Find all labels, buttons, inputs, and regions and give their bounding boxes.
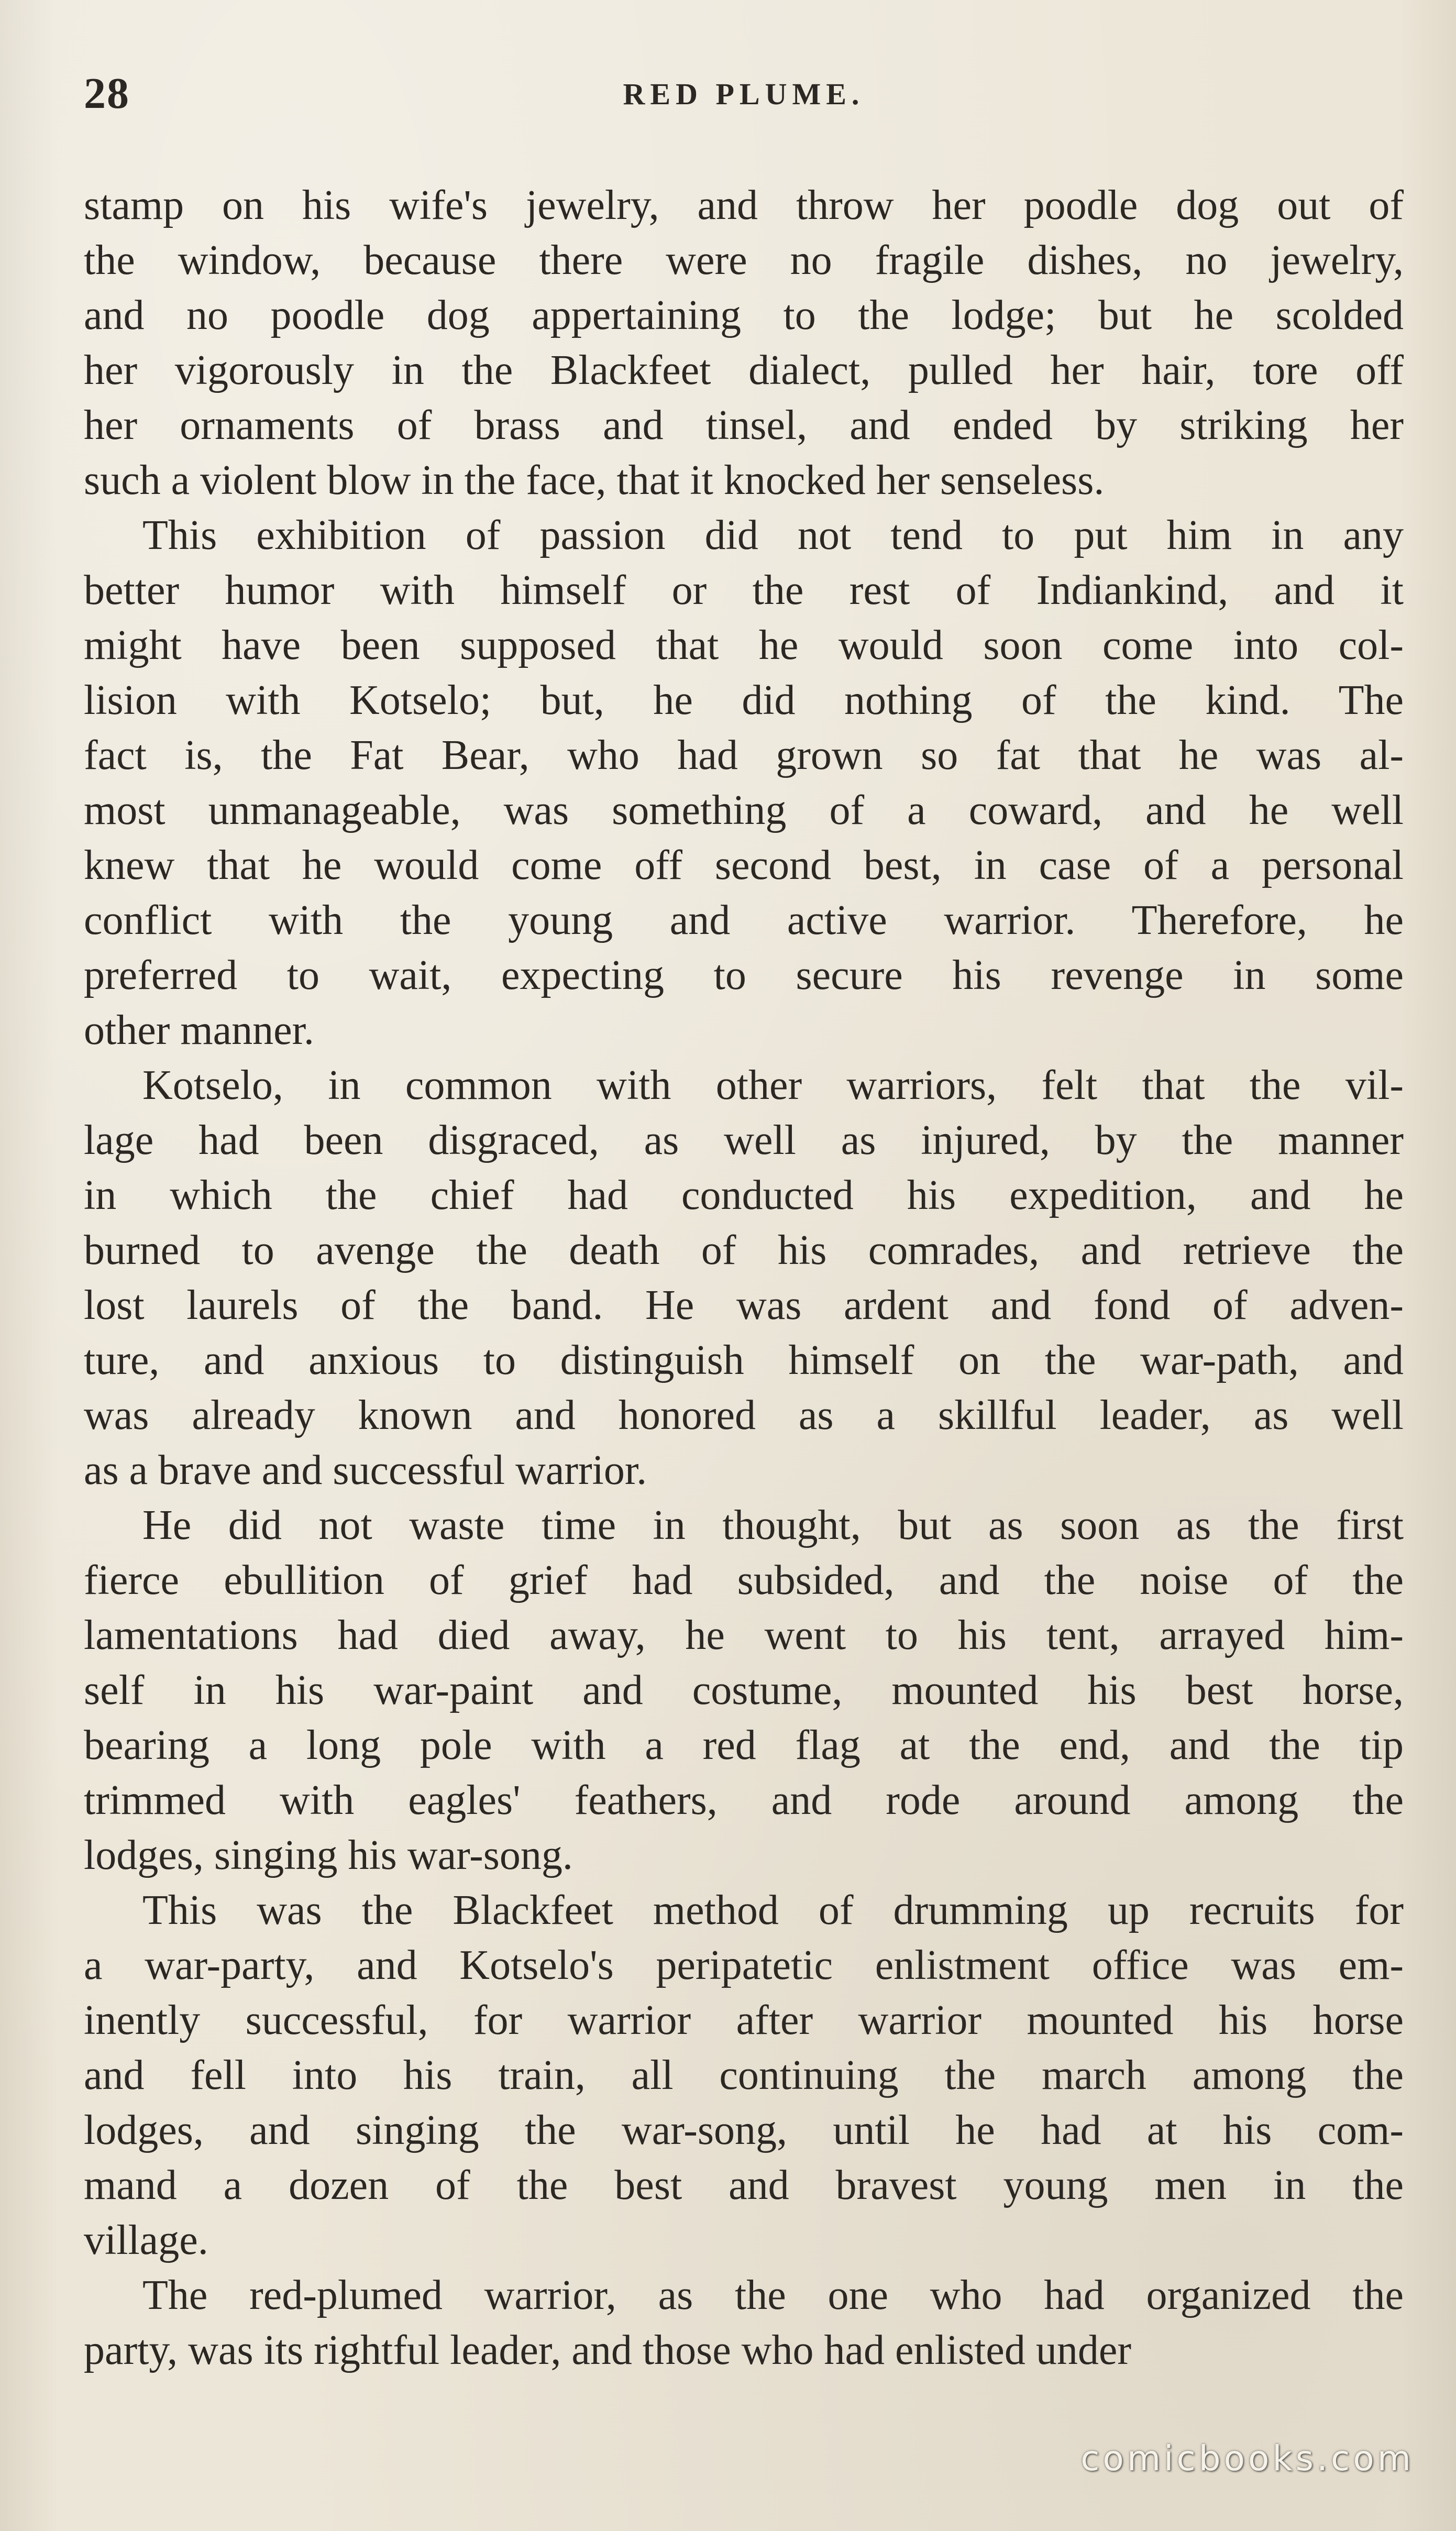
text-line: party, was its rightful leader, and those who had enlisted under xyxy=(84,2327,1131,2373)
text-line: conflict with the young and active warrior. Therefore, he xyxy=(84,897,1404,943)
text-line: stamp on his wife's jewelry, and throw her poodle dog out of xyxy=(84,182,1404,228)
text-line: He did not waste time in thought, but as soon as the first xyxy=(142,1502,1404,1548)
text-line: Kotselo, in common with other warriors, felt that the vil- xyxy=(142,1062,1404,1108)
watermark: comicbooks.com xyxy=(1080,2438,1414,2479)
body-text xyxy=(84,178,1404,2378)
text-line: bearing a long pole with a red flag at the end, and the tip xyxy=(84,1722,1404,1768)
text-line: in which the chief had conducted his expedition, and he xyxy=(84,1172,1404,1218)
text-line: knew that he would come off second best, in case of a personal xyxy=(84,842,1404,888)
text-line: lodges, singing his war-song. xyxy=(84,1832,573,1878)
text-line: better humor with himself or the rest of Indiankind, and it xyxy=(84,567,1404,613)
text-line: self in his war-paint and costume, mounted his best horse, xyxy=(84,1667,1404,1713)
text-line: lage had been disgraced, as well as injured, by the manner xyxy=(84,1117,1404,1163)
page-number: 28 xyxy=(84,69,130,118)
text-line: trimmed with eagles' feathers, and rode around among the xyxy=(84,1777,1404,1823)
text-line: the window, because there were no fragile dishes, no jewelry, xyxy=(84,237,1404,283)
text-line: The red-plumed warrior, as the one who had organized the xyxy=(142,2272,1404,2318)
text-line: her vigorously in the Blackfeet dialect, pulled her hair, tore off xyxy=(84,347,1404,393)
text-line: inently successful, for warrior after warrior mounted his horse xyxy=(84,1997,1404,2043)
text-line: lision with Kotselo; but, he did nothing of the kind. The xyxy=(84,677,1404,723)
text-line: This exhibition of passion did not tend to put him in any xyxy=(142,512,1404,558)
text-line: village. xyxy=(84,2217,208,2263)
text-line: such a violent blow in the face, that it knocked her senseless. xyxy=(84,457,1105,503)
text-line: might have been supposed that he would soon come into col- xyxy=(84,622,1404,668)
text-line: burned to avenge the death of his comrades, and retrieve the xyxy=(84,1227,1404,1273)
text-line: This was the Blackfeet method of drumming up recruits for xyxy=(142,1887,1404,1933)
text-line: lost laurels of the band. He was ardent and fond of adven- xyxy=(84,1282,1404,1328)
text-line: and no poodle dog appertaining to the lodge; but he scolded xyxy=(84,292,1404,338)
text-line: fierce ebullition of grief had subsided, and the noise of the xyxy=(84,1557,1404,1603)
text-line: other manner. xyxy=(84,1007,314,1053)
text-line: most unmanageable, was something of a coward, and he well xyxy=(84,787,1404,833)
text-line: a war-party, and Kotselo's peripatetic enlistment office was em- xyxy=(84,1942,1404,1988)
text-line: fact is, the Fat Bear, who had grown so fat that he was al- xyxy=(84,732,1404,778)
page-header xyxy=(84,68,1404,131)
text-line: as a brave and successful warrior. xyxy=(84,1447,647,1493)
text-line: lamentations had died away, he went to his tent, arrayed him- xyxy=(84,1612,1404,1658)
text-line: preferred to wait, expecting to secure his revenge in some xyxy=(84,952,1404,998)
running-head: RED PLUME. xyxy=(623,77,865,111)
text-line: lodges, and singing the war-song, until he had at his com- xyxy=(84,2107,1404,2153)
text-line: her ornaments of brass and tinsel, and ended by striking her xyxy=(84,402,1404,448)
text-line: mand a dozen of the best and bravest young men in the xyxy=(84,2162,1404,2208)
text-line: was already known and honored as a skillful leader, as well xyxy=(84,1392,1404,1438)
text-line: and fell into his train, all continuing the march among the xyxy=(84,2052,1404,2098)
text-line: ture, and anxious to distinguish himself on the war-path, and xyxy=(84,1337,1404,1383)
